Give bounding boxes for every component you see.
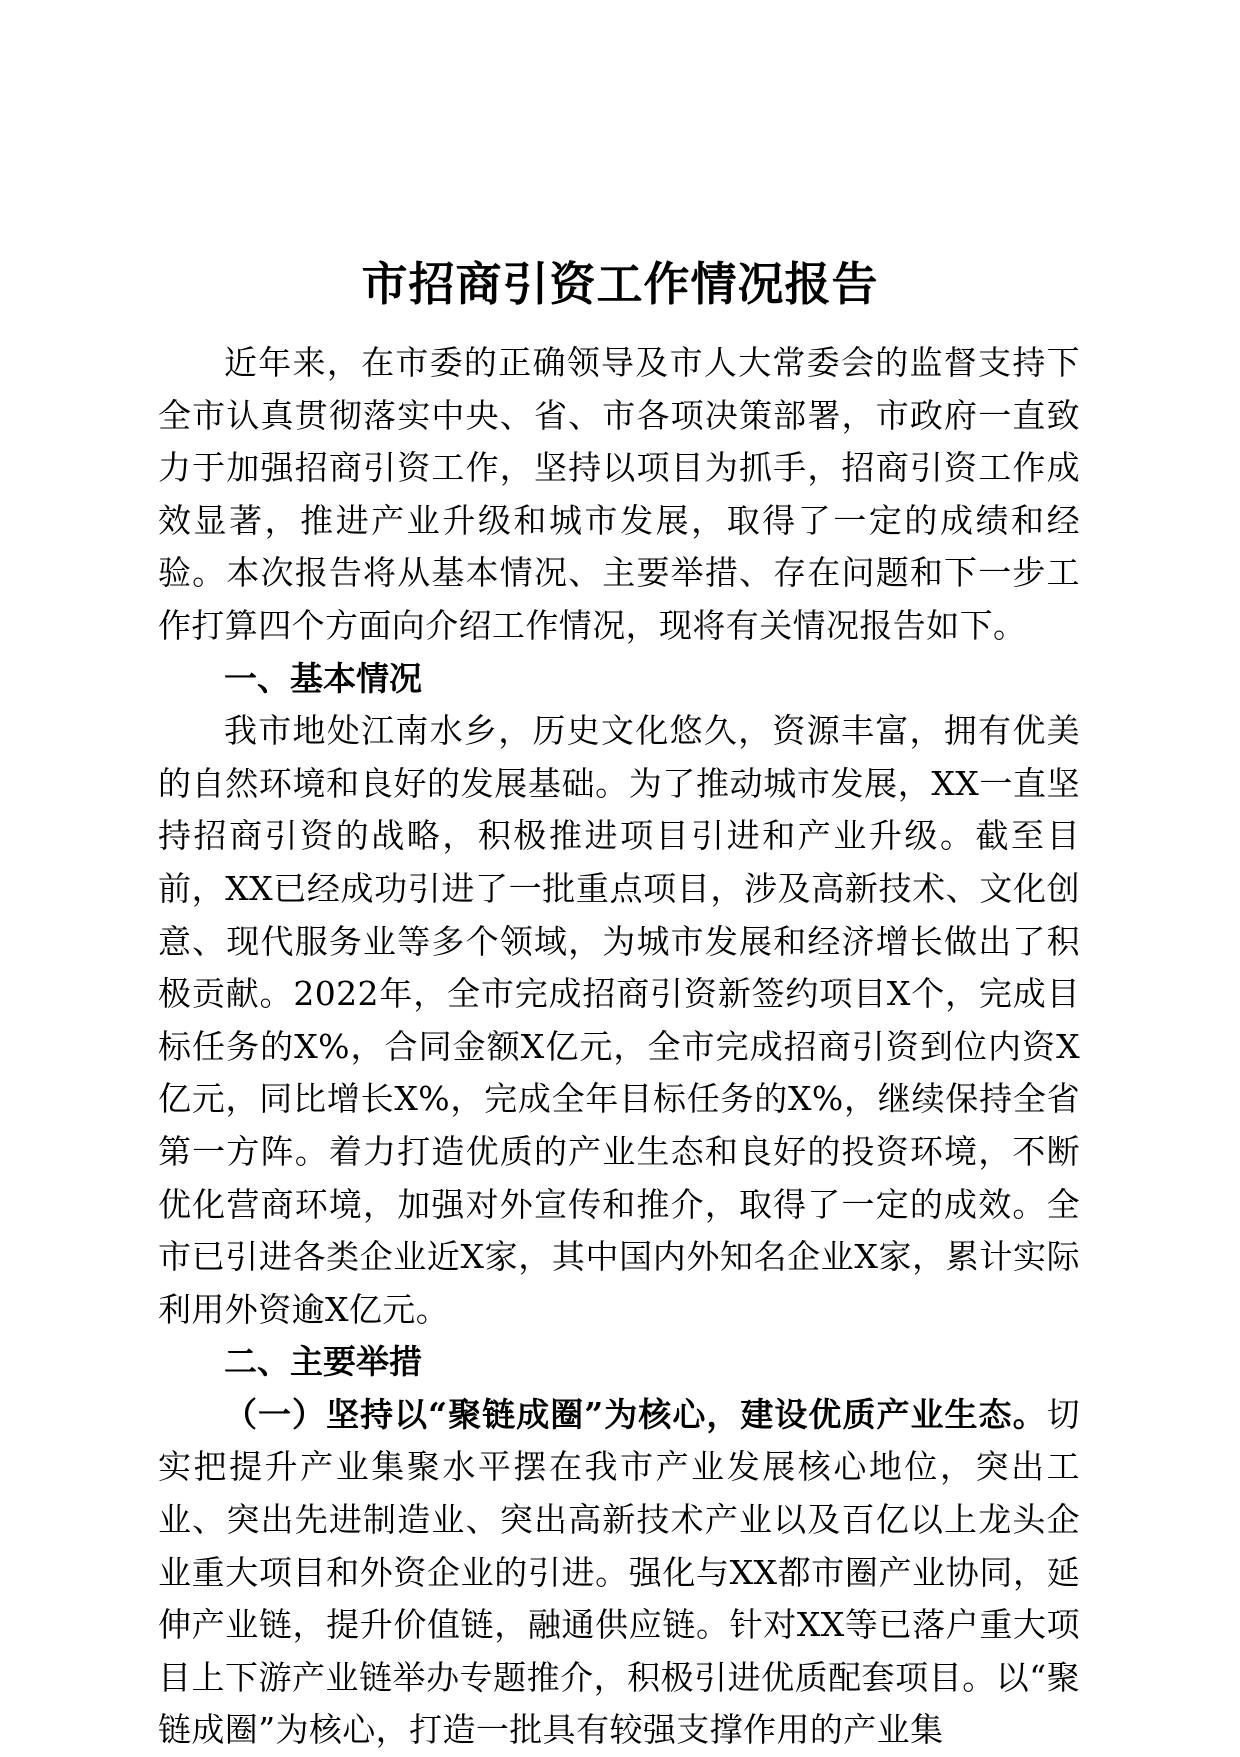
- main-measures-paragraph: [158, 1389, 1080, 1757]
- subsection-text-1: 切实把提升产业集聚水平摆在我市产业发展核心地位，突出工业、突出先进制造业、突出高新技术产业以及百亿以上龙头企业重大项目和外资企业的引进。强化与XX都市圈产业协同，延伸产业链，提升价值链，融通供应链。针对XX等已落户重大项目上下游产业链举办专题推介，积极引进优质配套项目。以“聚链成圈”为核心，打造一批具有较强支撑作用的产业集: [158, 1394, 1080, 1750]
- document-body: [158, 337, 1080, 1757]
- basic-situation-paragraph: 我市地处江南水乡，历史文化悠久，资源丰富，拥有优美的自然环境和良好的发展基础。为了推动城市发展，XX一直坚持招商引资的战略，积极推进项目引进和产业升级。截至目前，XX已经成功引进了一批重点项目，涉及高新技术、文化创意、现代服务业等多个领域，为城市发展和经济增长做出了积极贡献。2022年，全市完成招商引资新签约项目X个，完成目标任务的X%，合同金额X亿元，全市完成招商引资到位内资X亿元，同比增长X%，完成全年目标任务的X%，继续保持全省第一方阵。着力打造优质的产业生态和良好的投资环境，不断优化营商环境，加强对外宣传和推介，取得了一定的成效。全市已引进各类企业近X家，其中国内外知名企业X家，累计实际利用外资逾X亿元。: [158, 711, 1080, 1329]
- subsection-lead-1: （一）坚持以“聚链成圈”为核心，建设优质产业生态。: [224, 1394, 1047, 1434]
- intro-paragraph: 近年来，在市委的正确领导及市人大常委会的监督支持下全市认真贯彻落实中央、省、市各项决策部署，市政府一直致力于加强招商引资工作，坚持以项目为抓手，招商引资工作成效显著，推进产业升级和城市发展，取得了一定的成绩和经验。本次报告将从基本情况、主要举措、存在问题和下一步工作打算四个方面向介绍工作情况，现将有关情况报告如下。: [158, 343, 1080, 645]
- section-heading-main-measures: 二、主要举措: [224, 1342, 422, 1382]
- document-title: 市招商引资工作情况报告: [361, 257, 879, 311]
- section-heading-basic-situation: 一、基本情况: [224, 658, 422, 698]
